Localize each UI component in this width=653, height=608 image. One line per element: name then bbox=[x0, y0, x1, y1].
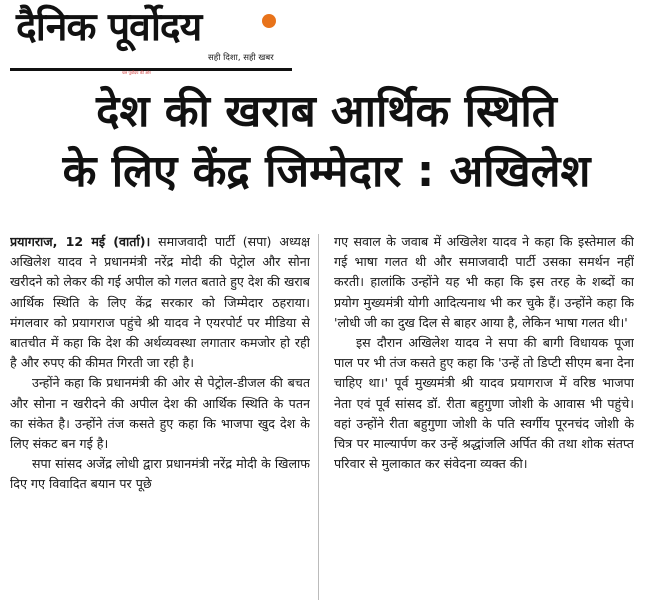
newspaper-logo: दैनिक पूर्वोदय bbox=[16, 5, 202, 50]
article-paragraph: उन्होंने कहा कि प्रधानमंत्री की ओर से पेट्रोल-डीजल की बचत और सोना न खरीदने की अपील देश की आर्थिक स्थिति के पतन का संकेत है। उन्होंने तंज कसते हुए कहा कि भाजपा खुद देश के लिए संकट बन गई है। bbox=[10, 375, 310, 452]
article-paragraph: प्रयागराज, 12 मई (वार्ता)। समाजवादी पार्टी (सपा) अध्यक्ष अखिलेश यादव ने प्रधानमंत्री नरेंद्र मोदी की पेट्रोल और सोना खरीदने को लेकर की गई अपील को गलत बताते हुए देश की खराब आर्थिक स्थिति के लिए केंद्र सरकार को जिम्मेदार ठहराया। मंगलवार को प्रयागराज पहुंचे श्री यादव ने एयरपोर्ट पर मीडिया से बातचीत में कहा कि देश की अर्थव्यवस्था लगातार कमजोर हो रही है और रुपए की कीमत गिरती जा रही है। bbox=[10, 234, 310, 371]
column-divider bbox=[318, 234, 319, 600]
masthead bbox=[10, 2, 292, 76]
article-paragraph: गए सवाल के जवाब में अखिलेश यादव ने कहा कि इस्तेमाल की गई भाषा गलत थी और समाजवादी पार्टी उसका समर्थन नहीं करती। हालांकि उन्होंने यह भी कहा कि इस तरह के शब्दों का प्रयोग मुख्यमंत्री योगी आदित्यनाथ भी कर चुके हैं। उन्होंने कहा कि 'लोधी जी का दुख दिल से बाहर आया है, लेकिन भाषा गलत थी।' bbox=[334, 234, 634, 330]
article-column-right bbox=[334, 232, 634, 602]
headline-line-1: देश की खराब आर्थिक स्थिति bbox=[96, 86, 557, 137]
article-paragraph: सपा सांसद अजेंद्र लोधी द्वारा प्रधानमंत्री नरेंद्र मोदी के खिलाफ दिए गए विवादित बयान पर पूछे bbox=[10, 456, 310, 492]
masthead-rule bbox=[10, 68, 292, 71]
dateline: प्रयागराज, 12 मई (वार्ता)। bbox=[10, 234, 151, 249]
newspaper-tagline: सही दिशा, सही खबर bbox=[208, 53, 274, 63]
article-paragraph: इस दौरान अखिलेश यादव ने सपा की बागी विधायक पूजा पाल पर भी तंज कसते हुए कहा कि 'उन्हें तो डिप्टी सीएम बना देना चाहिए था।' पूर्व मुख्यमंत्री श्री यादव प्रयागराज में वरिष्ठ भाजपा नेता एवं पूर्व सांसद डॉ. रीता बहुगुणा जोशी के आवास भी पहुंचे। वहां उन्होंने रीता बहुगुणा जोशी के पति स्वर्गीय पूरनचंद जोशी के चित्र पर माल्यार्पण कर उन्हें श्रद्धांजलि अर्पित की तथा शोक संतप्त परिवार से मुलाकात कर संवेदना व्यक्त की। bbox=[334, 335, 634, 472]
headline-line-2: के लिए केंद्र जिम्मेदार : अखिलेश bbox=[62, 146, 591, 197]
article-column-left bbox=[10, 232, 310, 602]
logo-sun-icon bbox=[262, 14, 276, 28]
article-headline bbox=[0, 82, 653, 202]
masthead-small-print: चल पूर्वोदय की ओर bbox=[122, 70, 151, 75]
